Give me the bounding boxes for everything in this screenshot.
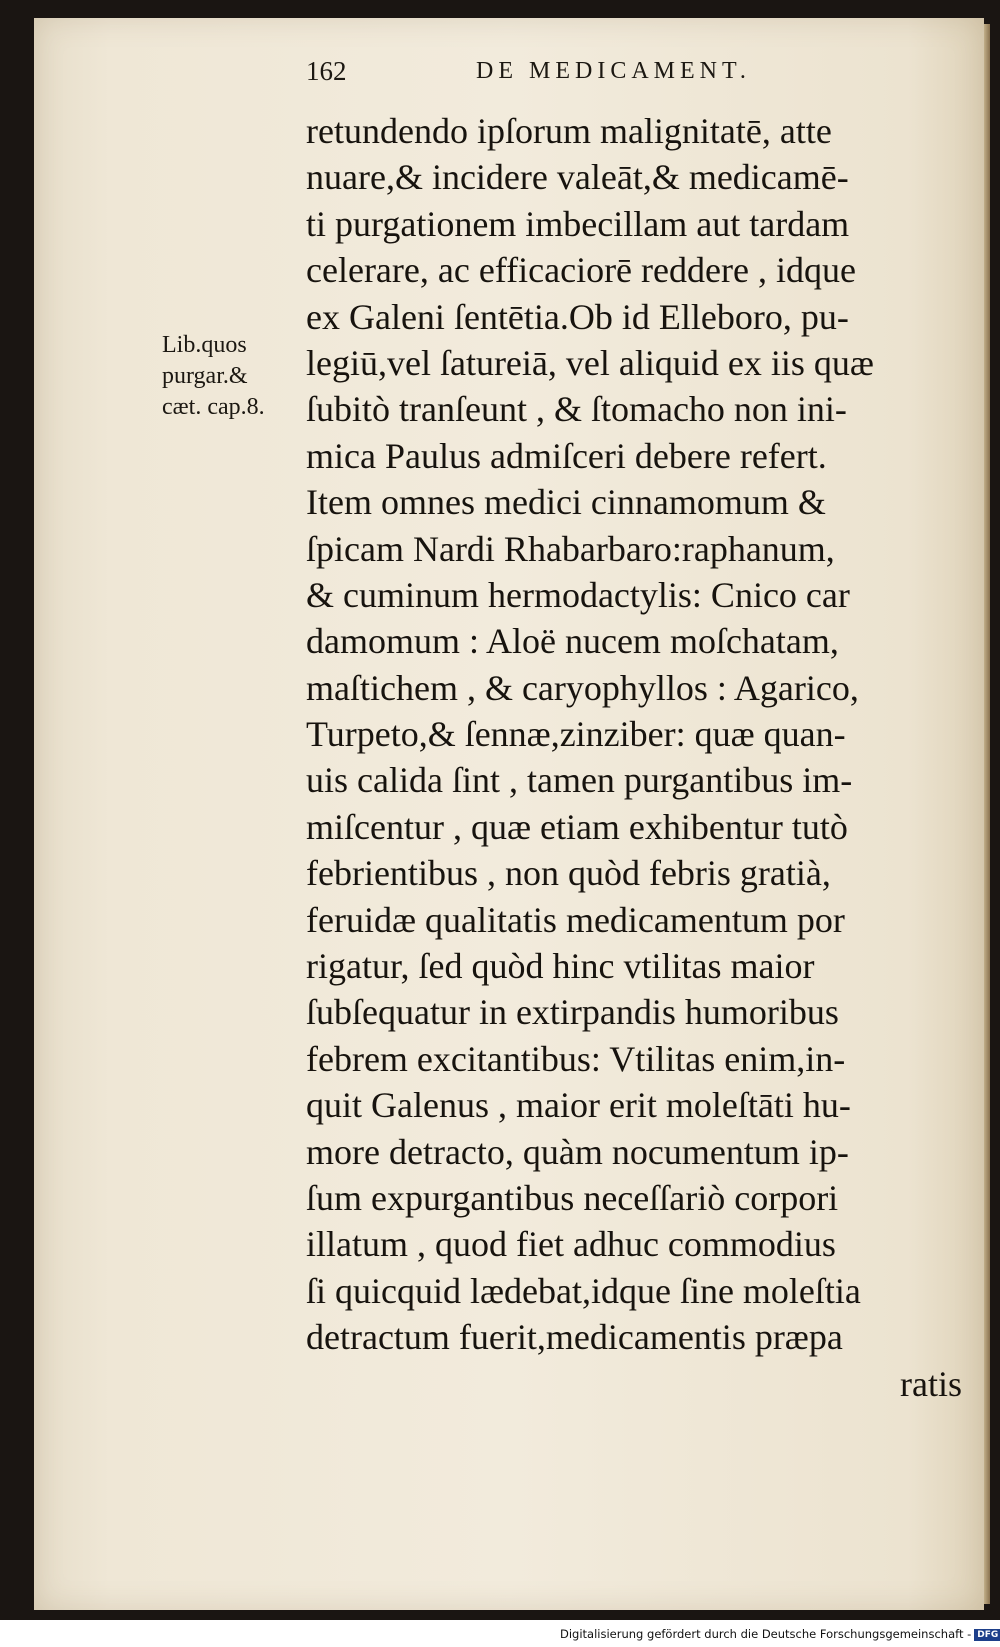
text-line: more detracto, quàm nocumentum ip- [306,1131,849,1172]
text-line: ti purgationem imbecillam aut tardam [306,203,850,244]
main-text [306,108,966,1407]
text-line: feruidæ qualitatis medicamentum por [306,899,845,940]
text-line: damomum : Aloë nucem moſchatam, [306,621,839,662]
text-line: detractum fuerit,medicamentis præpa [306,1317,843,1358]
marginal-note-line: Lib.quos [162,332,247,358]
text-line: celerare, ac efficaciorē reddere , idque [306,250,856,291]
marginal-note-line: purgar.& [162,363,248,389]
text-line: ſubſequatur in extirpandis humoribus [306,992,839,1033]
text-line: miſcentur , quæ etiam exhibentur tutò [306,806,848,847]
text-line: ſubitò tranſeunt , & ſtomacho non ini- [306,389,847,430]
text-line: maſtichem , & caryophyllos : Agarico, [306,667,859,708]
text-line: febrem excitantibus: Vtilitas enim,in- [306,1038,846,1079]
digitization-credit [560,1627,999,1645]
text-line: Turpeto,& ſennæ,zinziber: quæ quan- [306,714,846,755]
text-line: illatum , quod fiet adhuc commodius [306,1224,836,1265]
text-line: retundendo ipſorum malignitatē, atte [306,111,832,151]
text-line: mica Paulus admiſceri debere refert. [306,435,827,476]
text-line: ex Galeni ſentētia.Ob id Elleboro, pu- [306,296,849,337]
text-line: febrientibus , non quòd febris gratià, [306,853,831,894]
catchword: ratis [900,1363,962,1404]
text-line: rigatur, ſed quòd hinc vtilitas maior [306,946,815,987]
page-number: 162 [306,56,347,86]
text-line: & cuminum hermodactylis: Cnico car [306,574,850,615]
text-line: Item omnes medici cinnamomum & [306,482,826,523]
text-line: uis calida ſint , tamen purgantibus im- [306,760,853,801]
text-line: legiū,vel ſatureiā, vel aliquid ex iis quæ [306,342,874,383]
text-line: ſpicam Nardi Rhabarbaro:raphanum, [306,528,835,569]
text-line: quit Galenus , maior erit moleſtāti hu- [306,1085,851,1126]
text-line: ſi quicquid lædebat,idque ſine moleſtia [306,1270,861,1311]
text-line: nuare,& incidere valeāt,& medicamē- [306,157,849,198]
running-title: DE MEDICAMENT. [476,58,751,84]
credit-text: Digitalisierung gefördert durch die Deutsche Forschungsgemeinschaft - [560,1627,972,1641]
text-line: ſum expurgantibus neceſſariò corpori [306,1177,839,1218]
dfg-logo: DFG [974,1629,1000,1641]
running-head [306,56,866,96]
marginal-note-line: cæt. cap.8. [162,394,265,420]
marginal-note [162,330,302,423]
